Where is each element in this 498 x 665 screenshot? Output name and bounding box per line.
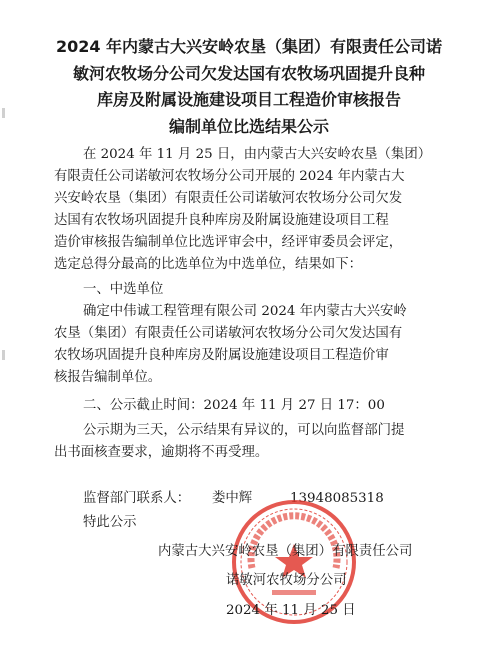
section2-line: 出书面核查要求，逾期将不再受理。 <box>54 445 269 460</box>
contact-phone: 13948085318 <box>290 491 384 506</box>
section-heading: 二、公示截止时间：2024 年 11 月 27 日 17：00 <box>83 398 385 413</box>
section1-line: 农牧场巩固提升良种库房及附属设施建设项目工程造价审 <box>54 348 389 363</box>
intro-line: 兴安岭农垦（集团）有限责任公司诺敏河农牧场分公司欠发 <box>54 191 403 206</box>
section1-line: 农垦（集团）有限责任公司诺敏河农牧场分公司欠发达国有 <box>54 326 403 341</box>
title-line: 敏河农牧场分公司欠发达国有农牧场巩固提升良种 <box>72 63 425 83</box>
intro-line: 选定总得分最高的比选单位为中选单位，结果如下： <box>54 257 362 272</box>
closing-notice: 特此公示 <box>83 515 137 530</box>
contact-label: 监督部门联系人： <box>83 491 191 506</box>
section-heading: 一、中选单位 <box>83 282 164 297</box>
title-line: 2024 年内蒙古大兴安岭农垦（集团）有限责任公司诺 <box>55 37 443 56</box>
intro-line: 有限责任公司诺敏河农牧场分公司开展的 2024 年内蒙古大 <box>54 169 405 184</box>
contact-name: 娄中辉 <box>212 491 253 506</box>
section2-line: 公示期为三天，公示结果有异议的，可以向监督部门提 <box>83 423 405 438</box>
signature-org-line2: 诺敏河农牧场分公司 <box>226 573 347 588</box>
margin-mark <box>2 108 5 118</box>
title-line: 库房及附属设施建设项目工程造价审核报告 <box>96 90 401 109</box>
signature-date: 2024 年 11 月 25 日 <box>226 603 356 618</box>
section1-line: 确定中伟诚工程管理有限公司 2024 年内蒙古大兴安岭 <box>83 304 407 319</box>
section1-line: 核报告编制单位。 <box>54 370 162 385</box>
intro-line: 造价审核报告编制单位比选评审会中，经评审委员会评定， <box>54 235 403 250</box>
document-title <box>28 34 470 140</box>
signature-org-line1: 内蒙古大兴安岭农垦（集团）有限责任公司 <box>158 544 413 559</box>
title-line: 编制单位比选结果公示 <box>168 116 329 136</box>
margin-mark <box>2 350 5 360</box>
intro-line: 在 2024 年 11 月 25 日，由内蒙古大兴安岭农垦（集团） <box>83 147 432 162</box>
intro-line: 达国有农牧场巩固提升良种库房及附属设施建设项目工程 <box>54 213 389 228</box>
